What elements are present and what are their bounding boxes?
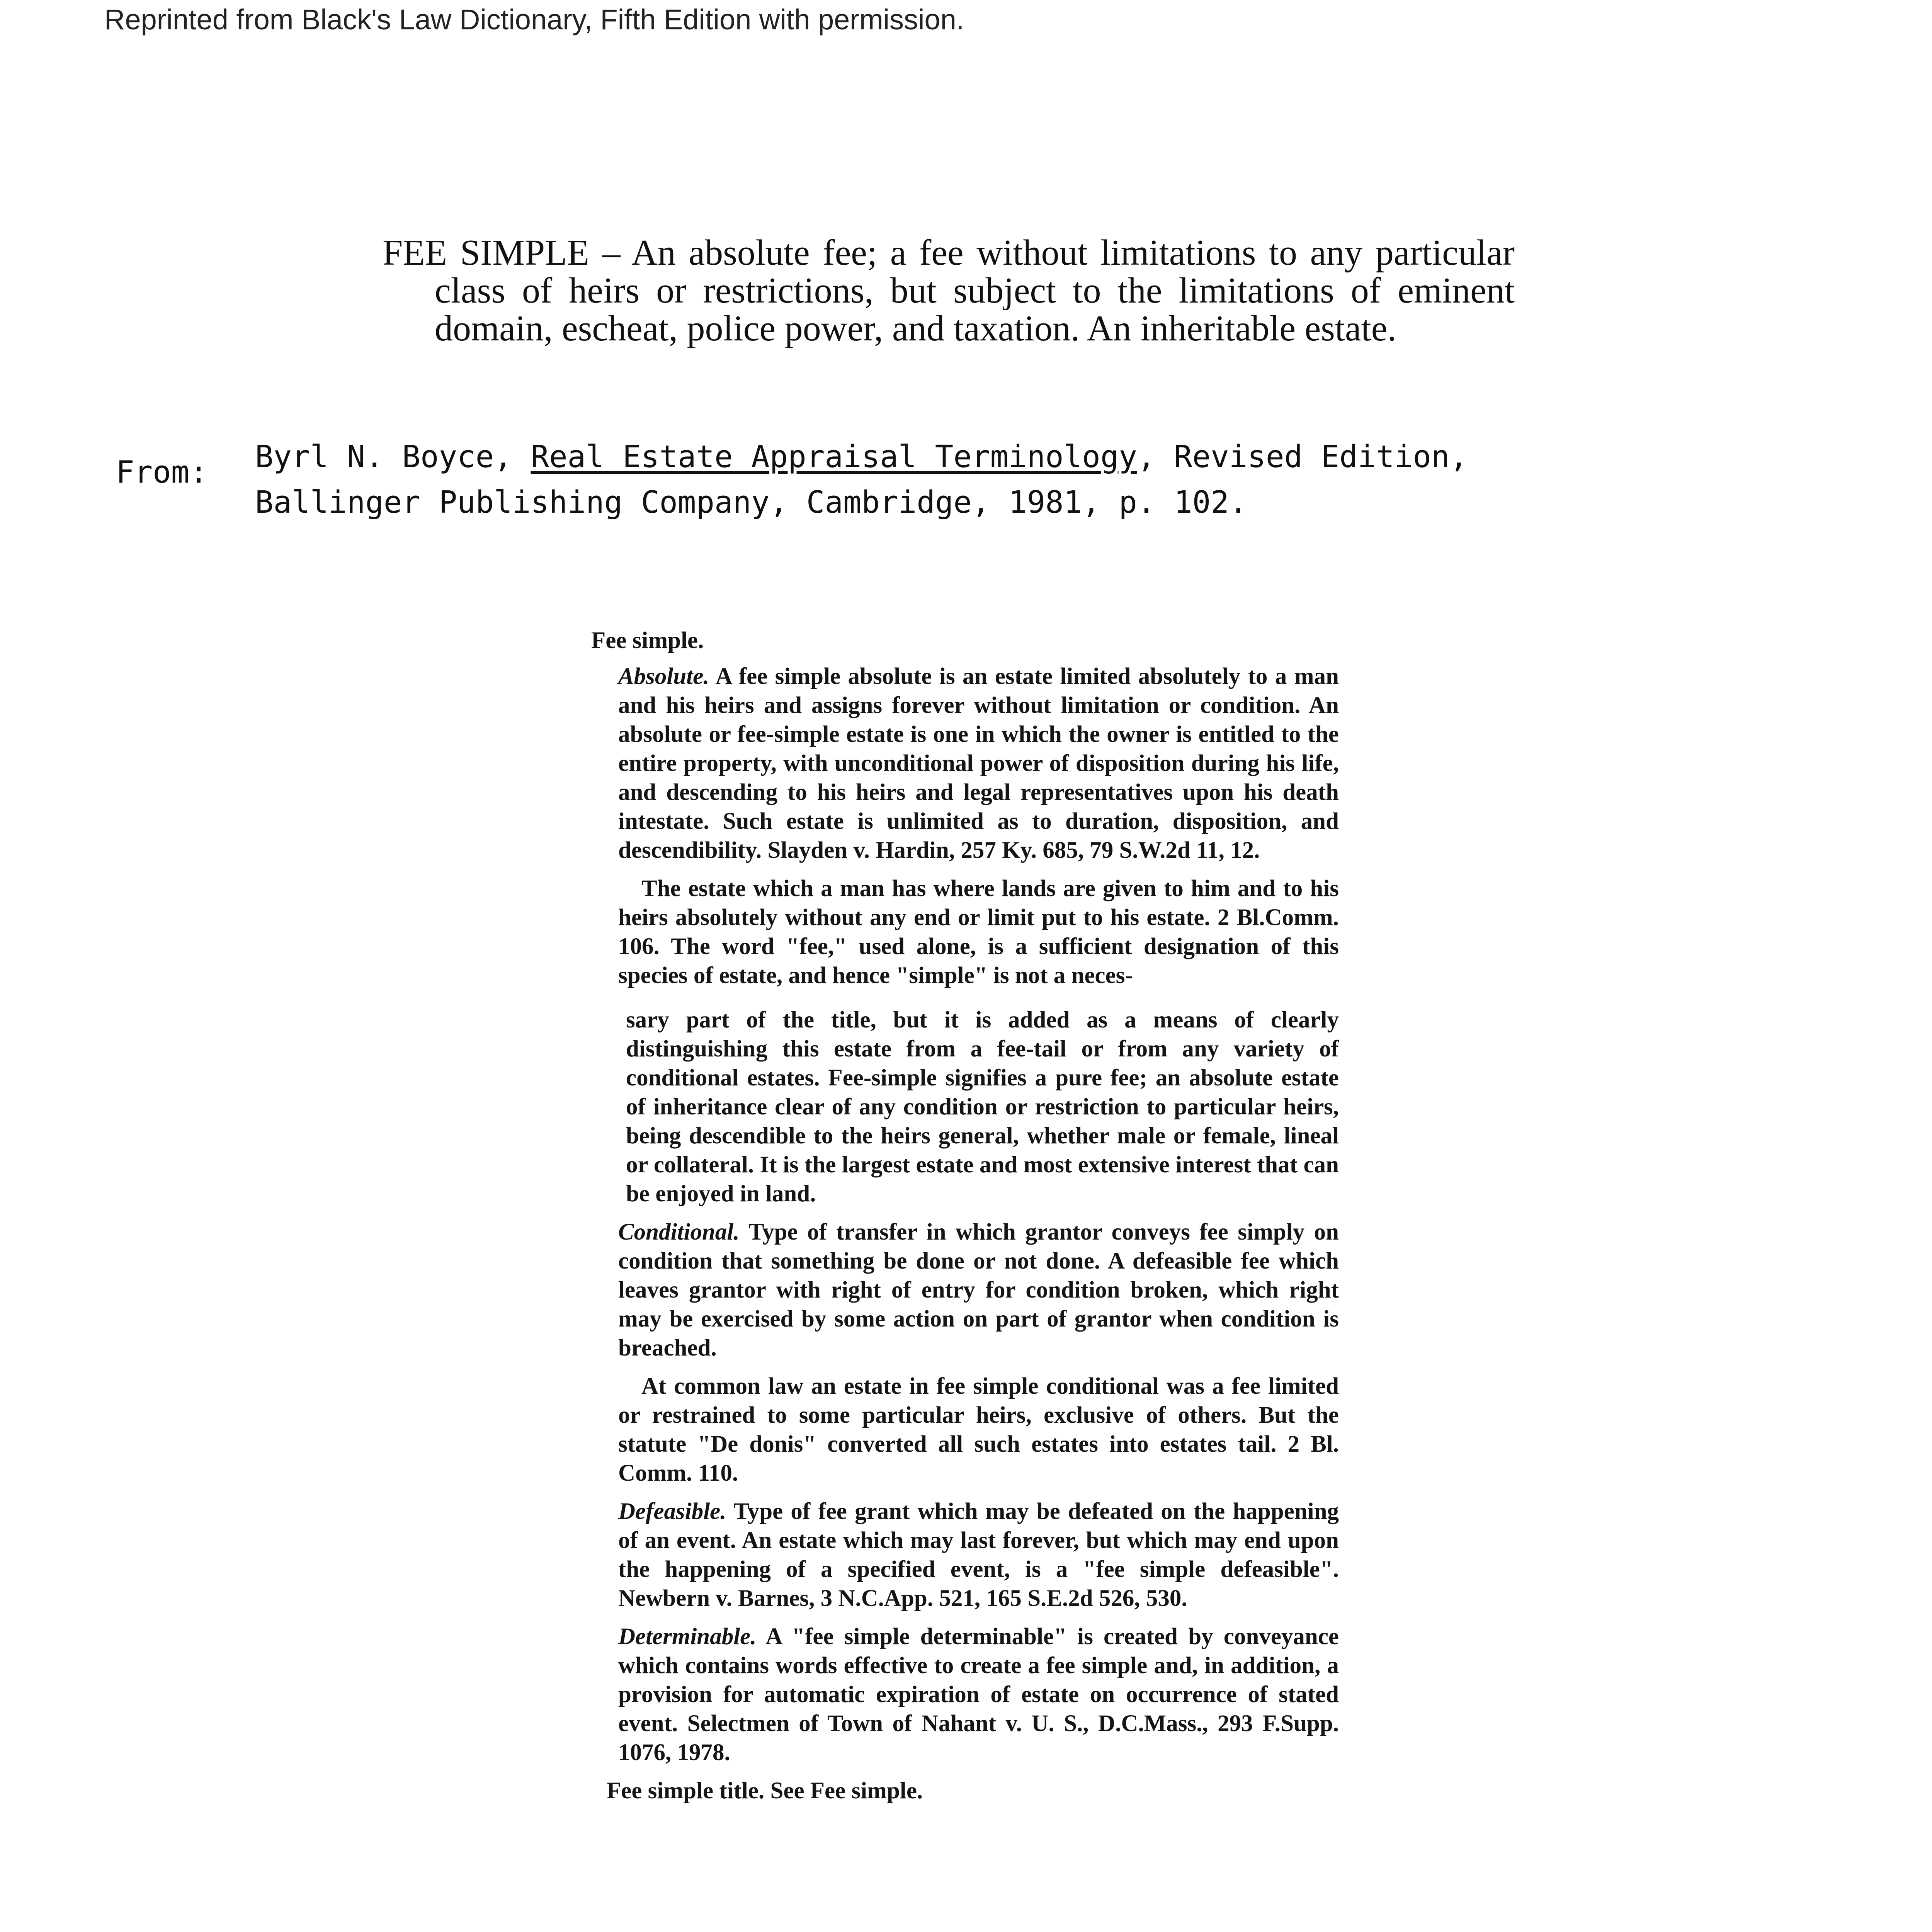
reprint-notice: Reprinted from Black's Law Dictionary, Fifth Edition with permission. <box>104 3 964 36</box>
citation-edition: , Revised Edition, <box>1137 439 1468 474</box>
citation-boyce <box>116 437 1584 529</box>
dictionary-headword: Fee simple. <box>591 628 704 653</box>
dictionary-see-also: Fee simple title. See Fee simple. <box>607 1778 923 1804</box>
boyce-definition: FEE SIMPLE – An absolute fee; a fee without limitations to any particular class of heirs or restrictions, but subject to the limitations of eminent domain, escheat, police power, and taxation. An inheritable estate. <box>383 233 1515 349</box>
entry-conditional-para2: At common law an estate in fee simple conditional was a fee limited or restrained to some particular heirs, exclusive of others. But the statute "De donis" converted all such estates into estates tail. 2 Bl. Comm. 110. <box>618 1373 1339 1486</box>
entry-text-determinable: A "fee simple determinable" is created by conveyance which contains words effective to create a fee simple and, in addition, a provision for automatic expiration of estate on occurrence of stated event. Selectmen of Town of Nahant v. U. S., D.C.Mass., 293 F.Supp. 1076, 1978. <box>618 1624 1339 1765</box>
citation-label: From: <box>116 454 208 490</box>
entry-absolute-para2: The estate which a man has where lands are given to him and to his heirs absolutely without any end or limit put to his estate. 2 Bl.Comm. 106. The word "fee," used alone, is a sufficient designation of this species of estate, and hence "simple" is not a neces- <box>618 876 1339 988</box>
entry-absolute <box>618 662 1339 865</box>
citation-author: Byrl N. Boyce, <box>255 439 531 474</box>
entry-text-conditional: Type of transfer in which grantor conveys fee simply on condition that something be done or not done. A defeasible fee which leaves grantor with right of entry for condition broken, which right may be exercised by some action on part of grantor when condition is breached. <box>618 1219 1339 1361</box>
entry-text-absolute: A fee simple absolute is an estate limited absolutely to a man and his heirs and assigns forever without limitation or condition. An absolute or fee-simple estate is one in which the owner is entitled to the entire property, with unconditional power of disposition during his life, and descending to his heirs and legal representatives upon his death intestate. Such estate is unlimited as to duration, disposition, and descendibility. Slayden v. Hardin, 257 Ky. 685, 79 S.W.2d 11, 12. <box>618 663 1339 863</box>
entry-label-absolute: Absolute. <box>618 663 709 689</box>
entry-label-determinable: Determinable. <box>618 1624 757 1650</box>
boyce-term: FEE SIMPLE <box>383 233 589 273</box>
entry-label-conditional: Conditional. <box>618 1219 740 1245</box>
citation-line-1 <box>255 437 1468 477</box>
dictionary-excerpt <box>591 626 1339 1805</box>
entry-defeasible <box>618 1497 1339 1613</box>
entry-absolute-para3: sary part of the title, but it is added as a means of clearly distinguishing this estate from a fee-tail or from any variety of conditional estates. Fee-simple signifies a pure fee; an absolute estate of inheritance clear of any condition or restriction to particular heirs, being descendible to the heirs general, whether male or female, lineal or collateral. It is the largest estate and most extensive interest that can be enjoyed in land. <box>626 1007 1339 1207</box>
dictionary-entries <box>618 662 1339 1767</box>
citation-line-2: Ballinger Publishing Company, Cambridge, 1981, p. 102. <box>255 485 1248 520</box>
boyce-definition-text: An absolute fee; a fee without limitations to any particular class of heirs or restrictions, but subject to the limitations of eminent domain, escheat, police power, and taxation. An inheritable estate. <box>435 233 1515 349</box>
citation-title: Real Estate Appraisal Terminology <box>531 439 1137 474</box>
entry-conditional <box>618 1218 1339 1362</box>
entry-text-defeasible: Type of fee grant which may be defeated on the happening of an event. An estate which may last forever, but which may end upon the happening of a specified event, is a "fee simple defeasible". Newbern v. Barnes, 3 N.C.App. 521, 165 S.E.2d 526, 530. <box>618 1498 1339 1611</box>
entry-determinable <box>618 1622 1339 1767</box>
entry-label-defeasible: Defeasible. <box>618 1498 726 1524</box>
